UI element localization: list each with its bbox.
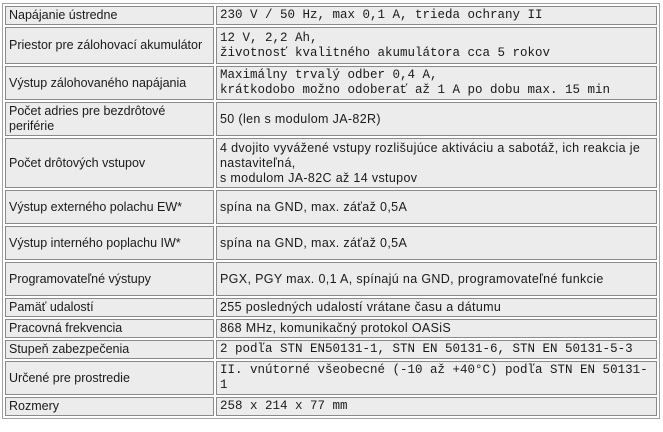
spec-label: Výstup externého polachu EW* — [5, 190, 214, 224]
spec-value — [216, 226, 657, 260]
spec-value — [216, 397, 657, 416]
spec-value-line: PGX, PGY max. 0,1 A, spínajú na GND, programovateľné funkcie — [220, 271, 604, 286]
spec-value-line: 4 dvojito vyvážené vstupy rozlišujúce aktiváciu a sabotáž, ich reakcia je nastaviteľná, — [220, 140, 641, 170]
spec-value — [216, 340, 657, 359]
spec-value-line: 868 MHz, komunikačný protokol OASiS — [220, 321, 452, 335]
spec-value — [216, 27, 657, 64]
spec-value-line: 230 V / 50 Hz, max 0,1 A, trieda ochrany II — [220, 8, 543, 22]
spec-row — [5, 298, 657, 317]
spec-label: Počet drôtových vstupov — [5, 138, 214, 188]
spec-label: Určené pre prostredie — [5, 361, 214, 395]
spec-value — [216, 319, 657, 338]
spec-row — [5, 397, 657, 416]
spec-value — [216, 190, 657, 224]
spec-row — [5, 66, 657, 100]
spec-value-line: 2 podľa STN EN50131-1, STN EN 50131-6, STN EN 50131-5-3 — [220, 342, 633, 356]
spec-value-line: krátkodobo možno odoberať až 1 A po dobu max. 15 min — [220, 83, 611, 97]
spec-row — [5, 138, 657, 188]
spec-label: Priestor pre zálohovací akumulátor — [5, 27, 214, 64]
spec-value — [216, 66, 657, 100]
specification-table — [2, 3, 660, 419]
spec-value-line: 258 x 214 x 77 mm — [220, 399, 348, 413]
spec-label: Rozmery — [5, 397, 214, 416]
spec-label: Programovateľné výstupy — [5, 262, 214, 296]
spec-label: Pamäť udalostí — [5, 298, 214, 317]
spec-value — [216, 102, 657, 136]
spec-row — [5, 319, 657, 338]
spec-label: Pracovná frekvencia — [5, 319, 214, 338]
spec-row — [5, 340, 657, 359]
spec-value-line: 50 (len s modulom JA-82R) — [220, 111, 381, 126]
spec-value — [216, 298, 657, 317]
spec-value — [216, 361, 657, 395]
spec-value-line: Maximálny trvalý odber 0,4 A, — [220, 68, 438, 82]
spec-row — [5, 27, 657, 64]
spec-value-line: 255 posledných udalostí vrátane času a dátumu — [220, 300, 502, 314]
spec-label: Výstup interného poplachu IW* — [5, 226, 214, 260]
spec-label: Výstup zálohovaného napájania — [5, 66, 214, 100]
spec-value — [216, 138, 657, 188]
spec-row — [5, 6, 657, 25]
spec-label: Stupeň zabezpečenia — [5, 340, 214, 359]
spec-value — [216, 262, 657, 296]
spec-value-line: 12 V, 2,2 Ah, — [220, 30, 318, 45]
spec-row — [5, 226, 657, 260]
spec-value-line: II. vnútorné všeobecné (-10 až +40°C) podľa STN EN 50131-1 — [220, 363, 648, 392]
spec-value-line: spína na GND, max. záťaž 0,5A — [220, 199, 408, 214]
spec-value-line: životnosť kvalitného akumulátora cca 5 rokov — [220, 45, 551, 60]
spec-label: Počet adries pre bezdrôtové periférie — [5, 102, 214, 136]
spec-row — [5, 361, 657, 395]
spec-value — [216, 6, 657, 25]
spec-row — [5, 102, 657, 136]
spec-value-line: spína na GND, max. záťaž 0,5A — [220, 235, 408, 250]
spec-row — [5, 262, 657, 296]
spec-row — [5, 190, 657, 224]
specification-table-body — [5, 6, 657, 416]
spec-label: Napájanie ústredne — [5, 6, 214, 25]
spec-value-line: s modulom JA-82C až 14 vstupov — [220, 170, 418, 185]
